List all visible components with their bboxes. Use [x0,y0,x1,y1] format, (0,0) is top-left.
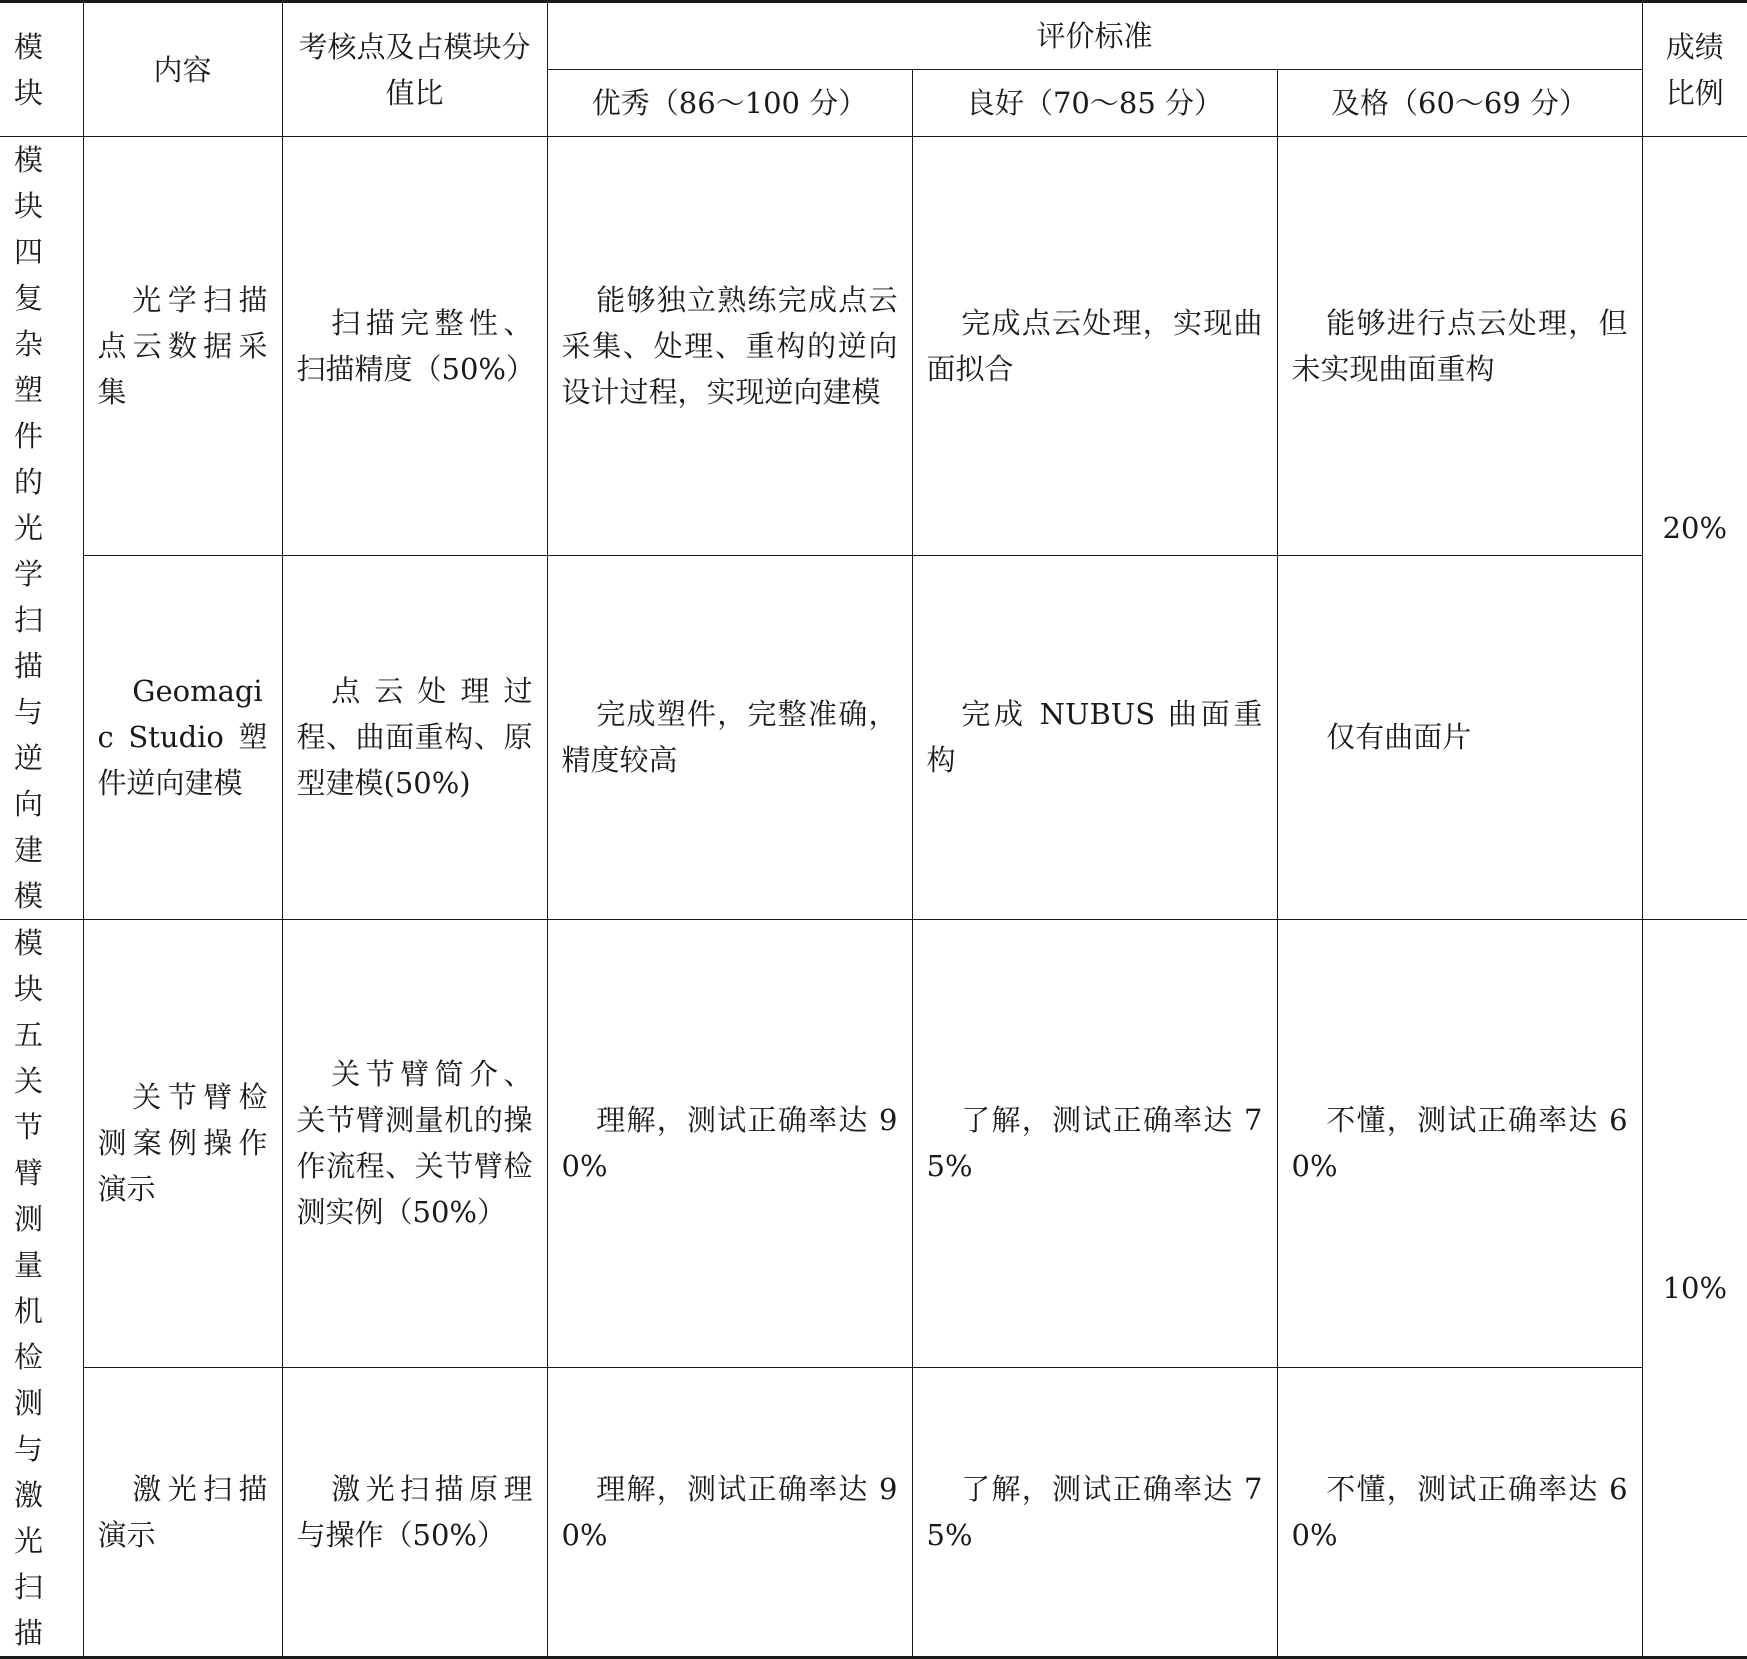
pass-cell: 不懂，测试正确率达 60% [1277,1367,1642,1657]
header-ratio: 成绩比例 [1642,2,1747,137]
header-pass: 及格（60～69 分） [1277,70,1642,137]
table-row [0,920,1747,1368]
header-content: 内容 [83,2,282,137]
header-module: 模块 [0,2,83,137]
good-cell: 了解，测试正确率达 75% [912,920,1277,1368]
content-cell: 关节臂检测案例操作演示 [83,920,282,1368]
header-row-top [0,2,1747,70]
assessment-cell: 激光扫描原理与操作（50%） [282,1367,547,1657]
header-good: 良好（70～85 分） [912,70,1277,137]
pass-cell: 能够进行点云处理，但未实现曲面重构 [1277,137,1642,556]
pass-cell: 不懂，测试正确率达 60% [1277,920,1642,1368]
good-cell: 了解，测试正确率达 75% [912,1367,1277,1657]
module-cell: 模块五关节臂测量机检测与激光扫描 [0,920,83,1658]
excellent-cell: 完成塑件，完整准确，精度较高 [547,555,912,919]
assessment-cell: 关节臂简介、关节臂测量机的操作流程、关节臂检测实例（50%） [282,920,547,1368]
content-cell: 光学扫描点云数据采集 [83,137,282,556]
excellent-cell: 理解，测试正确率达 90% [547,1367,912,1657]
header-assessment: 考核点及占模块分值比 [282,2,547,137]
table-row [0,137,1747,556]
ratio-cell: 20% [1642,137,1747,920]
module-cell: 模块四复杂塑件的光学扫描与逆向建模 [0,137,83,920]
ratio-cell: 10% [1642,920,1747,1658]
table-row [0,1367,1747,1657]
table-row [0,555,1747,919]
good-cell: 完成 NUBUS 曲面重构 [912,555,1277,919]
assessment-cell: 扫描完整性、扫描精度（50%） [282,137,547,556]
assessment-cell: 点云处理过程、曲面重构、原型建模(50%) [282,555,547,919]
header-criteria: 评价标准 [547,2,1642,70]
header-excellent: 优秀（86～100 分） [547,70,912,137]
excellent-cell: 理解，测试正确率达 90% [547,920,912,1368]
content-cell: 激光扫描演示 [83,1367,282,1657]
pass-cell: 仅有曲面片 [1277,555,1642,919]
content-cell: Geomagic Studio 塑件逆向建模 [83,555,282,919]
good-cell: 完成点云处理，实现曲面拟合 [912,137,1277,556]
excellent-cell: 能够独立熟练完成点云采集、处理、重构的逆向设计过程，实现逆向建模 [547,137,912,556]
